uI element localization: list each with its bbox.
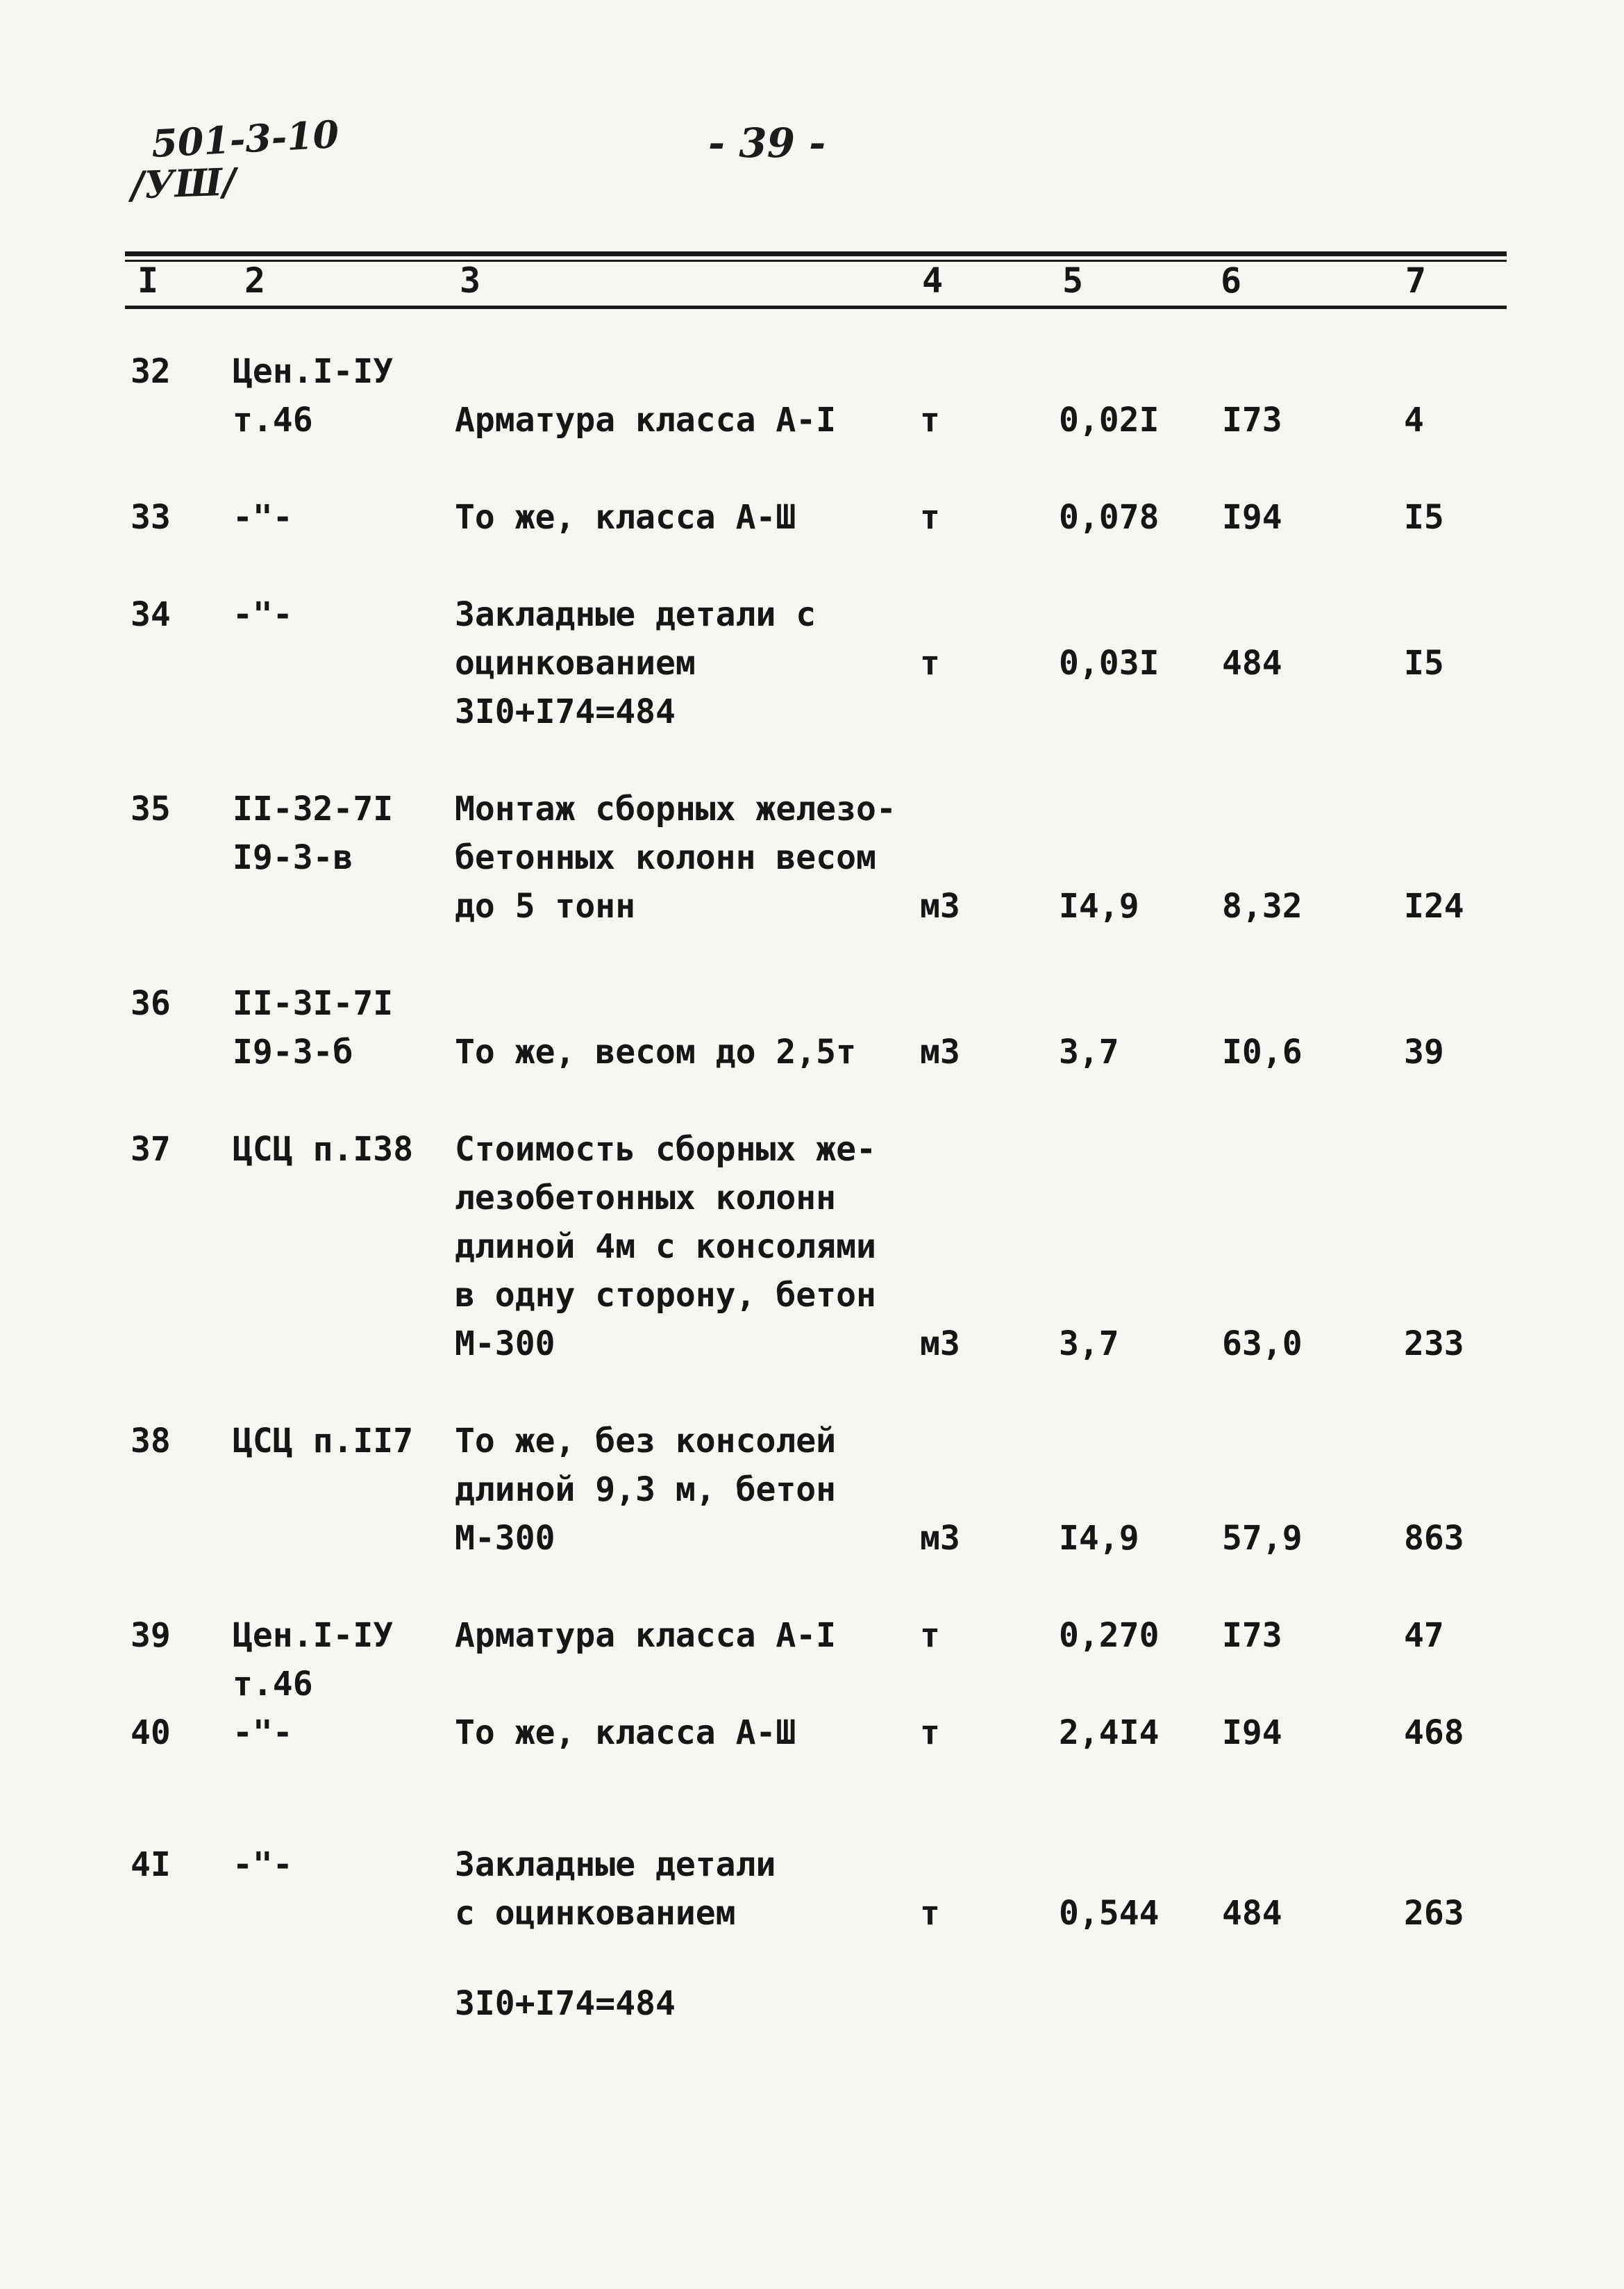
row-reference: Цен.I-IУ xyxy=(233,1616,394,1655)
row-quantity: 3,7 xyxy=(1059,1324,1119,1363)
row-unit: м3 xyxy=(920,1324,960,1363)
row-reference: I9-3-в xyxy=(233,838,353,877)
row-total: I5 xyxy=(1404,498,1444,537)
row-reference: I9-3-б xyxy=(233,1033,353,1072)
page-number: - 39 - xyxy=(708,119,826,167)
row-unit-price: 63,0 xyxy=(1222,1324,1303,1363)
row-unit-price: I94 xyxy=(1222,498,1282,537)
row-unit: м3 xyxy=(920,1033,960,1072)
row-reference: ЦСЦ п.II7 xyxy=(233,1422,414,1460)
row-number: 37 xyxy=(131,1130,171,1169)
row-unit-price: 8,32 xyxy=(1222,887,1303,926)
row-total: 39 xyxy=(1404,1033,1444,1072)
column-header-6: 6 xyxy=(1221,260,1242,301)
row-description: Стоимость сборных же- xyxy=(455,1130,876,1169)
row-unit-price: 57,9 xyxy=(1222,1519,1303,1558)
row-description: бетонных колонн весом xyxy=(455,838,876,877)
row-description: до 5 тонн xyxy=(455,887,636,926)
row-description: длиной 4м с консолями xyxy=(455,1227,876,1266)
column-header-1: I xyxy=(137,260,159,301)
row-reference: -"- xyxy=(233,595,293,634)
row-unit-price: I73 xyxy=(1222,1616,1282,1655)
row-number: 36 xyxy=(131,984,171,1023)
row-description: Арматура класса А-I xyxy=(455,401,837,440)
row-reference: II-32-7I xyxy=(233,790,394,829)
column-header-2: 2 xyxy=(244,260,266,301)
row-unit-price: I73 xyxy=(1222,401,1282,440)
row-total: I24 xyxy=(1404,887,1464,926)
row-number: 38 xyxy=(131,1422,171,1460)
table-top-rule xyxy=(125,251,1507,256)
row-description: Закладные детали с xyxy=(455,595,817,634)
footnote-formula: 3I0+I74=484 xyxy=(455,1984,676,2023)
row-number: 34 xyxy=(131,595,171,634)
row-reference: -"- xyxy=(233,498,293,537)
row-unit: м3 xyxy=(920,887,960,926)
row-quantity: I4,9 xyxy=(1059,1519,1139,1558)
row-unit-price: I94 xyxy=(1222,1713,1282,1752)
document-code: 501-3-10 xyxy=(150,111,340,167)
row-quantity: 0,03I xyxy=(1059,644,1160,683)
row-description: То же, весом до 2,5т xyxy=(455,1033,856,1072)
row-quantity: 0,270 xyxy=(1059,1616,1160,1655)
row-quantity: 0,544 xyxy=(1059,1894,1160,1933)
row-unit-price: 484 xyxy=(1222,644,1282,683)
row-quantity: 3,7 xyxy=(1059,1033,1119,1072)
row-description: лезобетонных колонн xyxy=(455,1179,837,1217)
row-quantity: 2,4I4 xyxy=(1059,1713,1160,1752)
row-unit-price: 484 xyxy=(1222,1894,1282,1933)
row-number: 39 xyxy=(131,1616,171,1655)
row-quantity: I4,9 xyxy=(1059,887,1139,926)
row-number: 4I xyxy=(131,1845,171,1884)
row-reference: т.46 xyxy=(233,401,313,440)
row-reference: -"- xyxy=(233,1845,293,1884)
row-description: То же, класса А-Ш xyxy=(455,498,796,537)
row-quantity: 0,02I xyxy=(1059,401,1160,440)
column-header-3: 3 xyxy=(460,260,481,301)
row-unit: т xyxy=(920,401,940,440)
row-unit-price: I0,6 xyxy=(1222,1033,1303,1072)
row-number: 33 xyxy=(131,498,171,537)
row-number: 40 xyxy=(131,1713,171,1752)
row-description: Арматура класса А-I xyxy=(455,1616,837,1655)
row-unit: м3 xyxy=(920,1519,960,1558)
row-reference: ЦСЦ п.I38 xyxy=(233,1130,414,1169)
row-description: Закладные детали xyxy=(455,1845,776,1884)
row-reference: -"- xyxy=(233,1713,293,1752)
row-description: Монтаж сборных железо- xyxy=(455,790,896,829)
column-header-5: 5 xyxy=(1062,260,1084,301)
row-total: 468 xyxy=(1404,1713,1464,1752)
row-description: То же, без консолей xyxy=(455,1422,837,1460)
row-description: длиной 9,3 м, бетон xyxy=(455,1470,837,1509)
column-header-4: 4 xyxy=(922,260,944,301)
row-description: М-300 xyxy=(455,1519,555,1558)
row-reference: II-3I-7I xyxy=(233,984,394,1023)
row-unit: т xyxy=(920,644,940,683)
row-description: оцинкованием xyxy=(455,644,696,683)
row-number: 35 xyxy=(131,790,171,829)
row-unit: т xyxy=(920,498,940,537)
row-total: 47 xyxy=(1404,1616,1444,1655)
row-unit: т xyxy=(920,1894,940,1933)
row-total: 263 xyxy=(1404,1894,1464,1933)
row-description: То же, класса А-Ш xyxy=(455,1713,796,1752)
row-description: М-300 xyxy=(455,1324,555,1363)
column-header-7: 7 xyxy=(1405,260,1427,301)
row-total: 4 xyxy=(1404,401,1424,440)
row-total: 863 xyxy=(1404,1519,1464,1558)
row-unit: т xyxy=(920,1616,940,1655)
table-top-rule-thin xyxy=(125,260,1507,262)
row-unit: т xyxy=(920,1713,940,1752)
document-section: /УШ/ xyxy=(129,159,237,208)
row-description: с оцинкованием xyxy=(455,1894,736,1933)
row-reference: т.46 xyxy=(233,1665,313,1704)
row-total: 233 xyxy=(1404,1324,1464,1363)
row-reference: Цен.I-IУ xyxy=(233,352,394,391)
row-description: 3I0+I74=484 xyxy=(455,692,676,731)
row-number: 32 xyxy=(131,352,171,391)
row-total: I5 xyxy=(1404,644,1444,683)
header-bottom-rule xyxy=(125,306,1507,309)
row-quantity: 0,078 xyxy=(1059,498,1160,537)
row-description: в одну сторону, бетон xyxy=(455,1276,876,1315)
